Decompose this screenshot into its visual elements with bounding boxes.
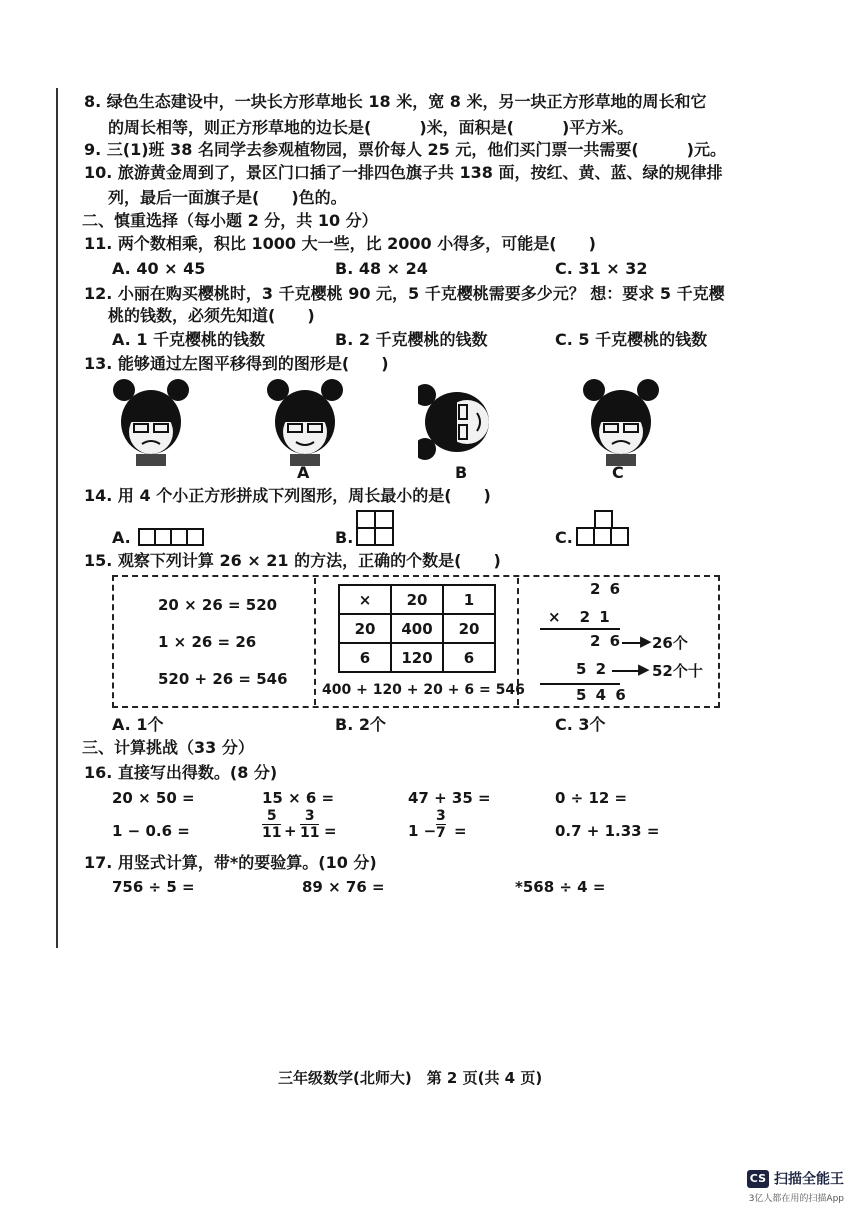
q13-label-a: A — [297, 463, 310, 482]
q15-text: 15. 观察下列计算 26 × 21 的方法，正确的个数是( ) — [84, 551, 501, 570]
cartoon-girl-option-c-figure — [582, 376, 660, 468]
q17-text: 17. 用竖式计算，带*的要验算。(10 分) — [84, 853, 377, 872]
q11-option-a: A. 40 × 45 — [112, 259, 206, 278]
fraction-numerator: 3 — [304, 808, 315, 824]
vertical-top: 2 6 — [590, 580, 623, 598]
grid-cell: 400 — [391, 614, 443, 643]
q13-text: 13. 能够通过左图平移得到的图形是( ) — [84, 354, 389, 373]
q12-option-c: C. 5 千克樱桃的钱数 — [555, 330, 708, 349]
q15-option-a: A. 1个 — [112, 715, 164, 734]
fraction-denominator: 11 — [300, 825, 320, 841]
grid-cell: 6 — [339, 643, 391, 672]
margin-line — [56, 88, 58, 948]
grid-sum: 400 + 120 + 20 + 6 = 546 — [322, 682, 525, 698]
q14-option-a: A. — [112, 528, 131, 547]
q11-text: 11. 两个数相乘，积比 1000 大一些，比 2000 小得多，可能是( ) — [84, 234, 596, 253]
vertical-partial-1: 2 6 — [590, 632, 623, 650]
q16-plus: + — [284, 822, 297, 840]
q16-item-1: 20 × 50 = — [112, 789, 195, 807]
q17-item-1: 756 ÷ 5 = — [112, 878, 195, 896]
method1-step3: 520 + 26 = 546 — [158, 670, 288, 688]
q14-option-c: C. — [555, 528, 573, 547]
q12-option-b: B. 2 千克樱桃的钱数 — [335, 330, 488, 349]
multiplication-grid-table — [338, 584, 496, 673]
q16-fraction-c — [436, 808, 446, 841]
q16-fraction-b — [300, 808, 319, 841]
vertical-line-1 — [540, 628, 620, 630]
q16-fraction-a — [262, 808, 281, 841]
q16-one-minus: 1 − — [408, 822, 437, 840]
vertical-note-2: 52个十 — [652, 662, 703, 680]
grid-cell: 20 — [443, 614, 495, 643]
cs-logo-icon: CS — [747, 1170, 769, 1188]
q8-line1: 8. 绿色生态建设中，一块长方形草地长 18 米，宽 8 米，另一块正方形草地的周长和它 — [84, 92, 707, 111]
fraction-numerator: 5 — [266, 808, 277, 824]
grid-cell: 120 — [391, 643, 443, 672]
arrow-2-head: ▶ — [638, 660, 650, 678]
q11-option-b: B. 48 × 24 — [335, 259, 428, 278]
grid-cell: 20 — [391, 585, 443, 614]
q16-item-4: 0 ÷ 12 = — [555, 789, 628, 807]
vertical-note-1: 26个 — [652, 634, 688, 652]
methods-divider-1 — [314, 578, 316, 705]
vertical-result: 5 4 6 — [576, 686, 628, 704]
vertical-multiplier: × 2 1 — [548, 608, 612, 626]
q12-line1: 12. 小丽在购买樱桃时，3 千克樱桃 90 元，5 千克樱桃需要多少元？ 想：要求 5 千克樱 — [84, 284, 725, 303]
q16-item-8: 0.7 + 1.33 = — [555, 822, 660, 840]
cartoon-girl-option-a-figure — [266, 376, 344, 468]
q12-option-a: A. 1 千克樱桃的钱数 — [112, 330, 266, 349]
q10-line1: 10. 旅游黄金周到了，景区门口插了一排四色旗子共 138 面，按红、黄、蓝、绿的规律排 — [84, 163, 723, 182]
q16-equals-b: = — [324, 822, 337, 840]
page-footer: 三年级数学(北师大) 第 2 页(共 4 页) — [278, 1069, 543, 1087]
q16-text: 16. 直接写出得数。(8 分) — [84, 763, 278, 782]
q17-item-3: *568 ÷ 4 = — [515, 878, 606, 896]
q12-line2: 桃的钱数，必须先知道( ) — [108, 306, 315, 325]
q16-item-5: 1 − 0.6 = — [112, 822, 190, 840]
q17-item-2: 89 × 76 = — [302, 878, 385, 896]
method1-step2: 1 × 26 = 26 — [158, 633, 257, 651]
watermark-name: 扫描全能王 — [774, 1171, 844, 1188]
fraction-numerator: 3 — [436, 808, 446, 824]
scanner-watermark — [747, 1168, 844, 1204]
q10-line2: 列，最后一面旗子是( )色的。 — [108, 188, 347, 207]
grid-cell: 20 — [339, 614, 391, 643]
grid-cell: × — [339, 585, 391, 614]
cartoon-girl-original-figure — [112, 376, 190, 468]
q13-label-c: C — [612, 463, 624, 482]
fraction-denominator: 11 — [262, 825, 282, 841]
q14-text: 14. 用 4 个小正方形拼成下列图形，周长最小的是( ) — [84, 486, 491, 505]
cartoon-girl-option-b-figure — [418, 376, 496, 468]
q13-label-b: B — [455, 463, 468, 482]
arrow-1-head: ▶ — [640, 632, 652, 650]
section3-title: 三、计算挑战（33 分） — [82, 738, 254, 757]
q14-option-b: B. — [335, 528, 354, 547]
watermark-subtitle: 3亿人都在用的扫描App — [748, 1193, 844, 1204]
grid-cell: 6 — [443, 643, 495, 672]
q15-option-b: B. 2个 — [335, 715, 386, 734]
q8-line2: 的周长相等，则正方形草地的边长是( )米，面积是( )平方米。 — [108, 118, 634, 137]
q16-equals-c: = — [454, 822, 467, 840]
method1-step1: 20 × 26 = 520 — [158, 596, 278, 614]
section2-title: 二、慎重选择（每小题 2 分，共 10 分） — [82, 211, 378, 230]
q15-option-c: C. 3个 — [555, 715, 606, 734]
q9-text: 9. 三(1)班 38 名同学去参观植物园，票价每人 25 元，他们买门票一共需要( )元。 — [84, 140, 726, 159]
q11-option-c: C. 31 × 32 — [555, 259, 648, 278]
fraction-denominator: 7 — [436, 825, 446, 841]
q16-item-2: 15 × 6 = — [262, 789, 335, 807]
vertical-partial-2: 5 2 — [576, 660, 609, 678]
q16-item-3: 47 + 35 = — [408, 789, 491, 807]
grid-cell: 1 — [443, 585, 495, 614]
vertical-line-2 — [540, 683, 620, 685]
